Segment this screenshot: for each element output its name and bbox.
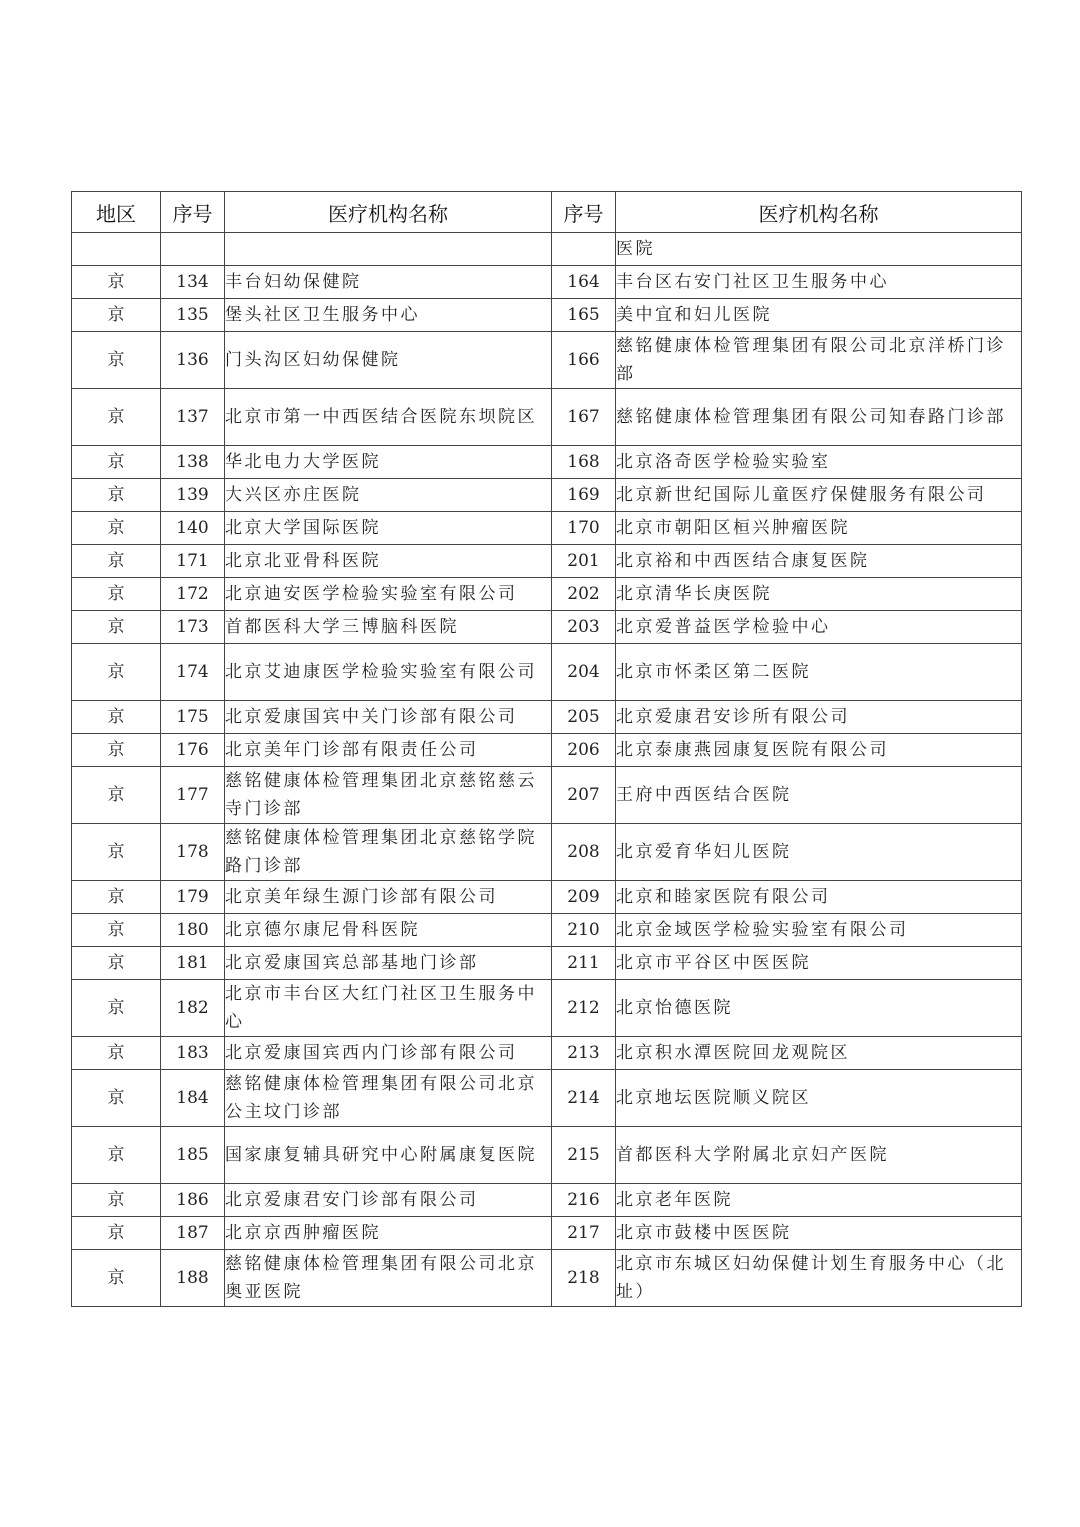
table-row bbox=[72, 299, 1022, 332]
institution-name-right: 北京洛奇医学检验实验室 bbox=[616, 446, 1022, 479]
region-cell: 京 bbox=[72, 332, 161, 389]
institution-name-right: 北京怡德医院 bbox=[616, 980, 1022, 1037]
seq-right-cell: 210 bbox=[552, 914, 616, 947]
table-row bbox=[72, 578, 1022, 611]
seq-left-cell: 137 bbox=[161, 389, 225, 446]
region-cell: 京 bbox=[72, 545, 161, 578]
region-cell: 京 bbox=[72, 389, 161, 446]
region-cell: 京 bbox=[72, 881, 161, 914]
region-cell: 京 bbox=[72, 578, 161, 611]
table-row bbox=[72, 611, 1022, 644]
institution-name-right: 慈铭健康体检管理集团有限公司北京洋桥门诊部 bbox=[616, 332, 1022, 389]
seq-right-cell: 208 bbox=[552, 824, 616, 881]
institution-name-left: 门头沟区妇幼保健院 bbox=[225, 332, 552, 389]
institution-name-right: 王府中西医结合医院 bbox=[616, 767, 1022, 824]
table-row bbox=[72, 512, 1022, 545]
table-row bbox=[72, 1184, 1022, 1217]
seq-left-cell: 176 bbox=[161, 734, 225, 767]
table-row bbox=[72, 233, 1022, 266]
seq-left-cell: 175 bbox=[161, 701, 225, 734]
table-row bbox=[72, 767, 1022, 824]
seq-right-cell: 166 bbox=[552, 332, 616, 389]
institution-name-right: 北京市怀柔区第二医院 bbox=[616, 644, 1022, 701]
seq-left-cell: 173 bbox=[161, 611, 225, 644]
region-cell: 京 bbox=[72, 1070, 161, 1127]
seq-right-cell: 164 bbox=[552, 266, 616, 299]
seq-right-cell: 215 bbox=[552, 1127, 616, 1184]
region-cell: 京 bbox=[72, 824, 161, 881]
seq-right-cell bbox=[552, 233, 616, 266]
seq-right-cell: 205 bbox=[552, 701, 616, 734]
table-row bbox=[72, 824, 1022, 881]
institution-name-left: 北京市第一中西医结合医院东坝院区 bbox=[225, 389, 552, 446]
seq-left-cell: 135 bbox=[161, 299, 225, 332]
seq-left-cell: 182 bbox=[161, 980, 225, 1037]
institution-name-left: 国家康复辅具研究中心附属康复医院 bbox=[225, 1127, 552, 1184]
seq-left-cell: 186 bbox=[161, 1184, 225, 1217]
institution-name-left: 北京美年绿生源门诊部有限公司 bbox=[225, 881, 552, 914]
table-row bbox=[72, 881, 1022, 914]
table-row bbox=[72, 734, 1022, 767]
seq-right-cell: 211 bbox=[552, 947, 616, 980]
institution-name-left: 华北电力大学医院 bbox=[225, 446, 552, 479]
table-row bbox=[72, 389, 1022, 446]
institution-name-right: 北京老年医院 bbox=[616, 1184, 1022, 1217]
table-row bbox=[72, 1070, 1022, 1127]
seq-right-cell: 167 bbox=[552, 389, 616, 446]
table-row bbox=[72, 701, 1022, 734]
header-name-right: 医疗机构名称 bbox=[616, 192, 1022, 233]
institution-name-right: 慈铭健康体检管理集团有限公司知春路门诊部 bbox=[616, 389, 1022, 446]
seq-right-cell: 216 bbox=[552, 1184, 616, 1217]
region-cell: 京 bbox=[72, 266, 161, 299]
institution-name-left: 堡头社区卫生服务中心 bbox=[225, 299, 552, 332]
institution-name-right: 北京裕和中西医结合康复医院 bbox=[616, 545, 1022, 578]
seq-right-cell: 201 bbox=[552, 545, 616, 578]
institution-name-left: 慈铭健康体检管理集团有限公司北京公主坟门诊部 bbox=[225, 1070, 552, 1127]
table-row bbox=[72, 332, 1022, 389]
region-cell: 京 bbox=[72, 1217, 161, 1250]
seq-right-cell: 209 bbox=[552, 881, 616, 914]
institution-name-left: 丰台妇幼保健院 bbox=[225, 266, 552, 299]
institution-name-right: 北京积水潭医院回龙观院区 bbox=[616, 1037, 1022, 1070]
institution-name-left: 北京京西肿瘤医院 bbox=[225, 1217, 552, 1250]
seq-left-cell bbox=[161, 233, 225, 266]
region-cell bbox=[72, 233, 161, 266]
table-row bbox=[72, 947, 1022, 980]
institution-name-left: 首都医科大学三博脑科医院 bbox=[225, 611, 552, 644]
header-seq-right: 序号 bbox=[552, 192, 616, 233]
seq-right-cell: 204 bbox=[552, 644, 616, 701]
institution-name-right: 北京市平谷区中医医院 bbox=[616, 947, 1022, 980]
institution-name-right: 北京和睦家医院有限公司 bbox=[616, 881, 1022, 914]
seq-left-cell: 140 bbox=[161, 512, 225, 545]
region-cell: 京 bbox=[72, 1250, 161, 1307]
institution-name-right: 首都医科大学附属北京妇产医院 bbox=[616, 1127, 1022, 1184]
seq-left-cell: 134 bbox=[161, 266, 225, 299]
table-row bbox=[72, 1250, 1022, 1307]
seq-right-cell: 213 bbox=[552, 1037, 616, 1070]
region-cell: 京 bbox=[72, 701, 161, 734]
seq-right-cell: 217 bbox=[552, 1217, 616, 1250]
table-row bbox=[72, 1217, 1022, 1250]
region-cell: 京 bbox=[72, 980, 161, 1037]
institution-name-left: 北京爱康国宾总部基地门诊部 bbox=[225, 947, 552, 980]
institution-name-right: 北京市东城区妇幼保健计划生育服务中心（北址） bbox=[616, 1250, 1022, 1307]
table-row bbox=[72, 479, 1022, 512]
region-cell: 京 bbox=[72, 914, 161, 947]
table-row bbox=[72, 914, 1022, 947]
header-name-left: 医疗机构名称 bbox=[225, 192, 552, 233]
institution-name-left: 北京美年门诊部有限责任公司 bbox=[225, 734, 552, 767]
institution-name-right: 北京市朝阳区桓兴肿瘤医院 bbox=[616, 512, 1022, 545]
institution-name-left: 北京迪安医学检验实验室有限公司 bbox=[225, 578, 552, 611]
region-cell: 京 bbox=[72, 644, 161, 701]
table-row bbox=[72, 266, 1022, 299]
region-cell: 京 bbox=[72, 1127, 161, 1184]
seq-left-cell: 180 bbox=[161, 914, 225, 947]
seq-left-cell: 188 bbox=[161, 1250, 225, 1307]
seq-left-cell: 171 bbox=[161, 545, 225, 578]
institution-name-right: 北京地坛医院顺义院区 bbox=[616, 1070, 1022, 1127]
region-cell: 京 bbox=[72, 734, 161, 767]
region-cell: 京 bbox=[72, 767, 161, 824]
institution-name-left: 北京大学国际医院 bbox=[225, 512, 552, 545]
institution-name-left: 北京艾迪康医学检验实验室有限公司 bbox=[225, 644, 552, 701]
seq-left-cell: 136 bbox=[161, 332, 225, 389]
table-row bbox=[72, 1037, 1022, 1070]
table-body bbox=[72, 233, 1022, 1307]
institution-name-left: 慈铭健康体检管理集团有限公司北京奥亚医院 bbox=[225, 1250, 552, 1307]
seq-left-cell: 138 bbox=[161, 446, 225, 479]
seq-left-cell: 184 bbox=[161, 1070, 225, 1127]
seq-left-cell: 177 bbox=[161, 767, 225, 824]
institution-name-left: 北京北亚骨科医院 bbox=[225, 545, 552, 578]
institution-name-right: 北京金域医学检验实验室有限公司 bbox=[616, 914, 1022, 947]
institution-name-right: 医院 bbox=[616, 233, 1022, 266]
region-cell: 京 bbox=[72, 299, 161, 332]
seq-left-cell: 174 bbox=[161, 644, 225, 701]
institution-name-left: 大兴区亦庄医院 bbox=[225, 479, 552, 512]
seq-right-cell: 169 bbox=[552, 479, 616, 512]
region-cell: 京 bbox=[72, 1184, 161, 1217]
region-cell: 京 bbox=[72, 446, 161, 479]
header-seq-left: 序号 bbox=[161, 192, 225, 233]
institution-name-right: 北京爱育华妇儿医院 bbox=[616, 824, 1022, 881]
seq-right-cell: 212 bbox=[552, 980, 616, 1037]
table-row bbox=[72, 1127, 1022, 1184]
institution-name-left bbox=[225, 233, 552, 266]
seq-left-cell: 187 bbox=[161, 1217, 225, 1250]
hospital-list-table bbox=[71, 191, 1022, 1307]
table-row bbox=[72, 446, 1022, 479]
seq-right-cell: 202 bbox=[552, 578, 616, 611]
table-row bbox=[72, 980, 1022, 1037]
region-cell: 京 bbox=[72, 947, 161, 980]
seq-left-cell: 183 bbox=[161, 1037, 225, 1070]
institution-name-right: 美中宜和妇儿医院 bbox=[616, 299, 1022, 332]
seq-right-cell: 207 bbox=[552, 767, 616, 824]
institution-name-right: 北京爱康君安诊所有限公司 bbox=[616, 701, 1022, 734]
institution-name-right: 北京清华长庚医院 bbox=[616, 578, 1022, 611]
seq-right-cell: 170 bbox=[552, 512, 616, 545]
region-cell: 京 bbox=[72, 512, 161, 545]
institution-name-left: 北京爱康国宾中关门诊部有限公司 bbox=[225, 701, 552, 734]
institution-name-right: 北京爱普益医学检验中心 bbox=[616, 611, 1022, 644]
institution-name-right: 北京市鼓楼中医医院 bbox=[616, 1217, 1022, 1250]
seq-right-cell: 165 bbox=[552, 299, 616, 332]
institution-name-left: 慈铭健康体检管理集团北京慈铭学院路门诊部 bbox=[225, 824, 552, 881]
institution-name-left: 慈铭健康体检管理集团北京慈铭慈云寺门诊部 bbox=[225, 767, 552, 824]
region-cell: 京 bbox=[72, 479, 161, 512]
seq-left-cell: 181 bbox=[161, 947, 225, 980]
institution-name-left: 北京爱康君安门诊部有限公司 bbox=[225, 1184, 552, 1217]
institution-name-left: 北京德尔康尼骨科医院 bbox=[225, 914, 552, 947]
seq-right-cell: 214 bbox=[552, 1070, 616, 1127]
seq-right-cell: 206 bbox=[552, 734, 616, 767]
table-row bbox=[72, 644, 1022, 701]
table-header-row bbox=[72, 192, 1022, 233]
region-cell: 京 bbox=[72, 1037, 161, 1070]
header-region: 地区 bbox=[72, 192, 161, 233]
seq-left-cell: 178 bbox=[161, 824, 225, 881]
table-row bbox=[72, 545, 1022, 578]
seq-left-cell: 139 bbox=[161, 479, 225, 512]
seq-left-cell: 179 bbox=[161, 881, 225, 914]
institution-name-left: 北京爱康国宾西内门诊部有限公司 bbox=[225, 1037, 552, 1070]
seq-right-cell: 168 bbox=[552, 446, 616, 479]
institution-name-right: 北京新世纪国际儿童医疗保健服务有限公司 bbox=[616, 479, 1022, 512]
institution-name-left: 北京市丰台区大红门社区卫生服务中心 bbox=[225, 980, 552, 1037]
seq-left-cell: 185 bbox=[161, 1127, 225, 1184]
institution-name-right: 丰台区右安门社区卫生服务中心 bbox=[616, 266, 1022, 299]
seq-right-cell: 218 bbox=[552, 1250, 616, 1307]
region-cell: 京 bbox=[72, 611, 161, 644]
institution-name-right: 北京泰康燕园康复医院有限公司 bbox=[616, 734, 1022, 767]
seq-right-cell: 203 bbox=[552, 611, 616, 644]
seq-left-cell: 172 bbox=[161, 578, 225, 611]
